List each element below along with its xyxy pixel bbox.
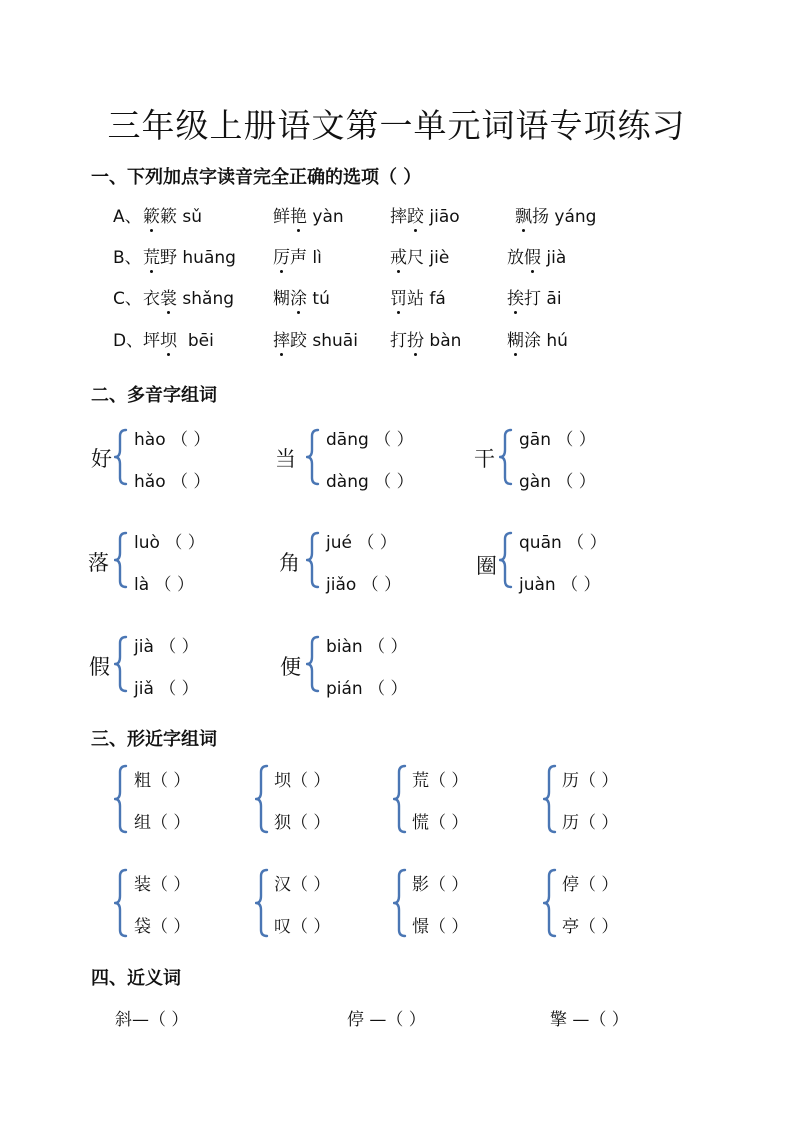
similar-char-line: 汉（ ） [274,875,331,895]
brace-icon [306,635,320,693]
page-title: 三年级上册语文第一单元词语专项练习 [107,106,686,145]
brace-icon [114,635,128,693]
similar-char-line: 狈（ ） [274,813,331,833]
brace-icon [499,531,513,589]
pinyin-line: gàn （ ） [519,472,596,492]
option-word: 摔跤 shuāi [273,331,358,351]
option-word: 鲜艳 yàn [273,207,344,227]
polyphone-char: 当 [275,447,296,471]
option-word: 厉声 lì [273,248,322,268]
similar-char-line: 停（ ） [562,875,619,895]
section-3-heading: 三、形近字组词 [91,729,217,750]
brace-icon [543,764,557,834]
section-4-heading: 四、近义词 [91,968,181,989]
pinyin-line: dàng （ ） [326,472,414,492]
polyphone-char: 好 [91,447,112,471]
pinyin-line: jiǎo （ ） [326,575,402,595]
option-word: 糊涂 hú [507,331,568,351]
pinyin-line: là （ ） [134,575,194,595]
similar-char-line: 叹（ ） [274,917,331,937]
polyphone-char: 圈 [476,554,497,578]
polyphone-char: 落 [88,551,109,575]
similar-char-line: 慌（ ） [412,813,469,833]
brace-icon [114,764,128,834]
brace-icon [255,764,269,834]
similar-char-line: 历（ ） [562,771,619,791]
brace-icon [114,531,128,589]
option-letter: A、 [113,207,142,227]
option-word: 簌簌 sǔ [143,207,203,227]
similar-char-line: 亭（ ） [562,917,619,937]
polyphone-char: 便 [280,655,301,679]
option-word: 罚站 fá [390,289,446,309]
synonym-item: 擎 —（ ） [550,1010,629,1030]
brace-icon [114,428,128,486]
pinyin-line: pián （ ） [326,679,408,699]
similar-char-line: 憬（ ） [412,917,469,937]
similar-char-line: 装（ ） [134,875,191,895]
polyphone-char: 干 [474,447,495,471]
brace-icon [393,868,407,938]
synonym-item: 停 —（ ） [347,1010,426,1030]
option-letter: C、 [113,289,142,309]
synonym-item: 斜—（ ） [115,1010,189,1030]
pinyin-line: hào （ ） [134,430,211,450]
brace-icon [306,428,320,486]
polyphone-char: 角 [279,551,300,575]
option-word: 飘扬 yáng [515,207,597,227]
option-letter: B、 [113,248,142,268]
pinyin-line: biàn （ ） [326,637,408,657]
brace-icon [543,868,557,938]
option-letter: D、 [113,331,144,351]
similar-char-line: 坝（ ） [274,771,331,791]
brace-icon [499,428,513,486]
similar-char-line: 影（ ） [412,875,469,895]
brace-icon [306,531,320,589]
brace-icon [255,868,269,938]
pinyin-line: dāng （ ） [326,430,414,450]
similar-char-line: 袋（ ） [134,917,191,937]
option-word: 荒野 huāng [143,248,236,268]
pinyin-line: quān （ ） [519,533,607,553]
similar-char-line: 粗（ ） [134,771,191,791]
polyphone-char: 假 [89,655,110,679]
section-1-heading: 一、下列加点字读音完全正确的选项（ ） [91,167,422,188]
pinyin-line: jué （ ） [326,533,397,553]
pinyin-line: jiǎ （ ） [134,679,199,699]
similar-char-line: 历（ ） [562,813,619,833]
similar-char-line: 荒（ ） [412,771,469,791]
section-2-heading: 二、多音字组词 [91,385,217,406]
option-word: 坪坝 bēi [143,331,214,351]
option-word: 放假 jià [507,248,567,268]
option-word: 糊涂 tú [273,289,330,309]
option-word: 挨打 āi [507,289,562,309]
pinyin-line: luò （ ） [134,533,205,553]
option-word: 摔跤 jiāo [390,207,460,227]
pinyin-line: juàn （ ） [519,575,601,595]
pinyin-line: gān （ ） [519,430,596,450]
pinyin-line: hǎo （ ） [134,472,211,492]
option-word: 戒尺 jiè [390,248,450,268]
option-word: 打扮 bàn [390,331,462,351]
brace-icon [393,764,407,834]
similar-char-line: 组（ ） [134,813,191,833]
pinyin-line: jià （ ） [134,637,199,657]
brace-icon [114,868,128,938]
option-word: 衣裳 shǎng [143,289,235,309]
